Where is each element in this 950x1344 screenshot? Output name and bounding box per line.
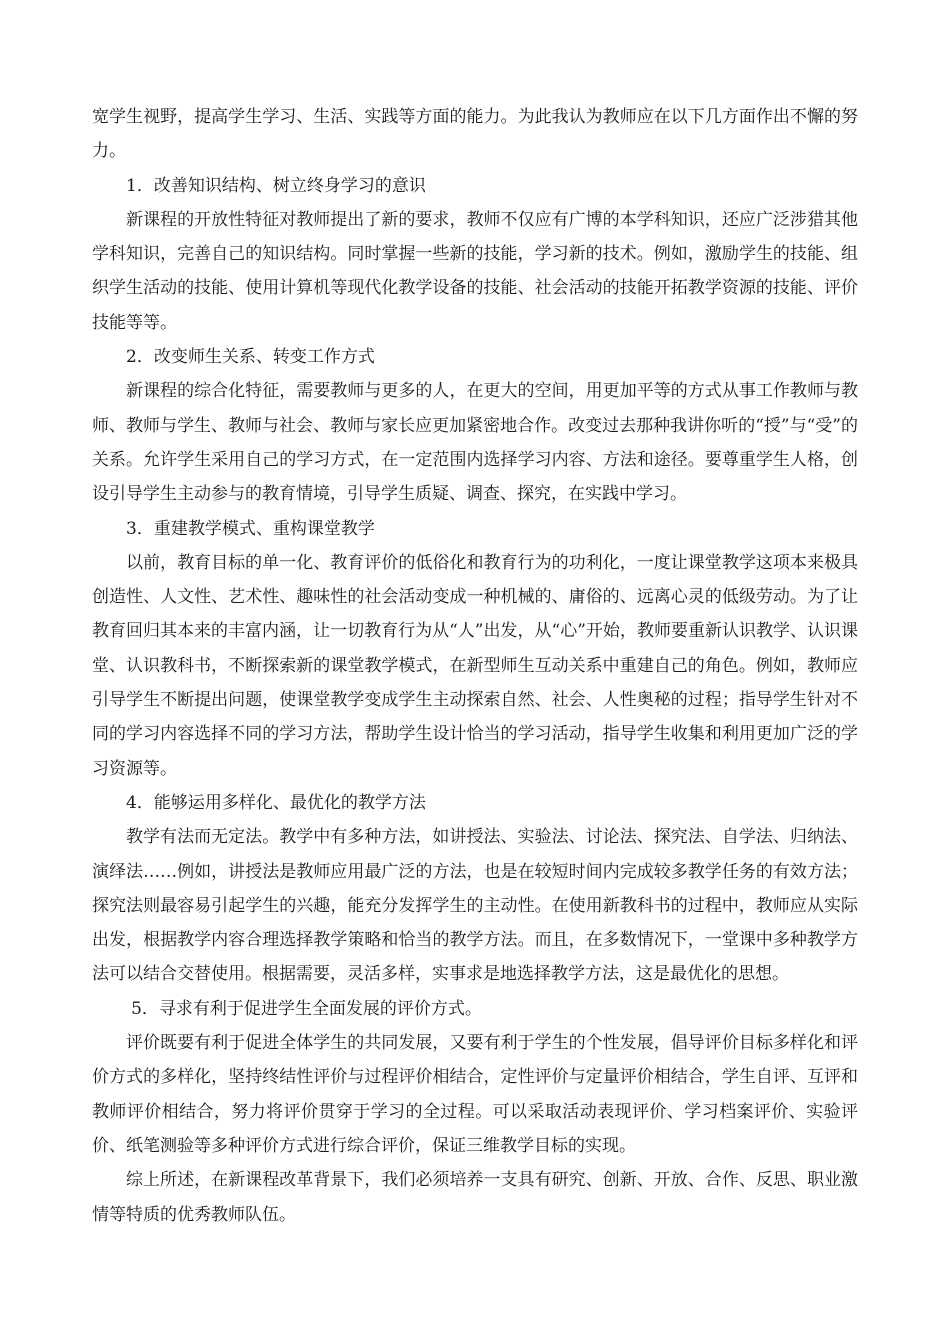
section-4-body: 教学有法而无定法。教学中有多种方法，如讲授法、实验法、讨论法、探究法、自学法、归纳法、演绎法……例如，讲授法是教师应用最广泛的方法，也是在较短时间内完成较多教学任务的有效方法；探究法则最容易引起学生的兴趣，能充分发挥学生的主动性。在使用新教科书的过程中，教师应从实际出发，根据教学内容合理选择教学策略和恰当的教学方法。而且，在多数情况下，一堂课中多种教学方法可以结合交替使用。根据需要，灵活多样，实事求是地选择教学方法，这是最优化的思想。 — [92, 827, 858, 985]
section-2-body: 新课程的综合化特征，需要教师与更多的人，在更大的空间，用更加平等的方式从事工作教师与教师、教师与学生、教师与社会、教师与家长应更加紧密地合作。改变过去那种我讲你听的“授”与“受”的关系。允许学生采用自己的学习方式，在一定范围内选择学习内容、方法和途径。要尊重学生人格，创设引导学生主动参与的教育情境，引导学生质疑、调查、探究，在实践中学习。 — [92, 381, 858, 505]
conclusion-paragraph: 综上所述，在新课程改革背景下，我们必须培养一支具有研究、创新、开放、合作、反思、职业激情等特质的优秀教师队伍。 — [92, 1170, 858, 1225]
section-5-heading: 5．寻求有利于促进学生全面发展的评价方式。 — [131, 998, 482, 1019]
document-page — [92, 100, 858, 1232]
section-4-heading: 4．能够运用多样化、最优化的教学方法 — [126, 792, 426, 813]
section-3-body: 以前，教育目标的单一化、教育评价的低俗化和教育行为的功利化，一度让课堂教学这项本来极具创造性、人文性、艺术性、趣味性的社会活动变成一种机械的、庸俗的、远离心灵的低级劳动。为了让教育回归其本来的丰富内涵，让一切教育行为从“人”出发，从“心”开始，教师要重新认识教学、认识课堂、认识教科书，不断探索新的课堂教学模式，在新型师生互动关系中重建自己的角色。例如，教师应引导学生不断提出问题，使课堂教学变成学生主动探索自然、社会、人性奥秘的过程；指导学生针对不同的学习内容选择不同的学习方法，帮助学生设计恰当的学习活动，指导学生收集和利用更加广泛的学习资源等。 — [92, 552, 858, 779]
section-2-heading: 2．改变师生关系、转变工作方式 — [126, 347, 375, 368]
intro-paragraph: 宽学生视野，提高学生学习、生活、实践等方面的能力。为此我认为教师应在以下几方面作出不懈的努力。 — [92, 107, 858, 162]
section-5-body: 评价既要有利于促进全体学生的共同发展，又要有利于学生的个性发展，倡导评价目标多样化和评价方式的多样化，坚持终结性评价与过程评价相结合，定性评价与定量评价相结合，学生自评、互评和教师评价相结合，努力将评价贯穿于学习的全过程。可以采取活动表现评价、学习档案评价、实验评价、纸笔测验等多种评价方式进行综合评价，保证三维教学目标的实现。 — [92, 1033, 858, 1156]
section-1-body: 新课程的开放性特征对教师提出了新的要求，教师不仅应有广博的本学科知识，还应广泛涉猎其他学科知识，完善自己的知识结构。同时掌握一些新的技能，学习新的技术。例如，激励学生的技能、组织学生活动的技能、使用计算机等现代化教学设备的技能、社会活动的技能开拓教学资源的技能、评价技能等等。 — [92, 209, 858, 333]
section-1-heading: 1．改善知识结构、树立终身学习的意识 — [126, 175, 426, 196]
section-3-heading: 3．重建教学模式、重构课堂教学 — [126, 518, 375, 539]
